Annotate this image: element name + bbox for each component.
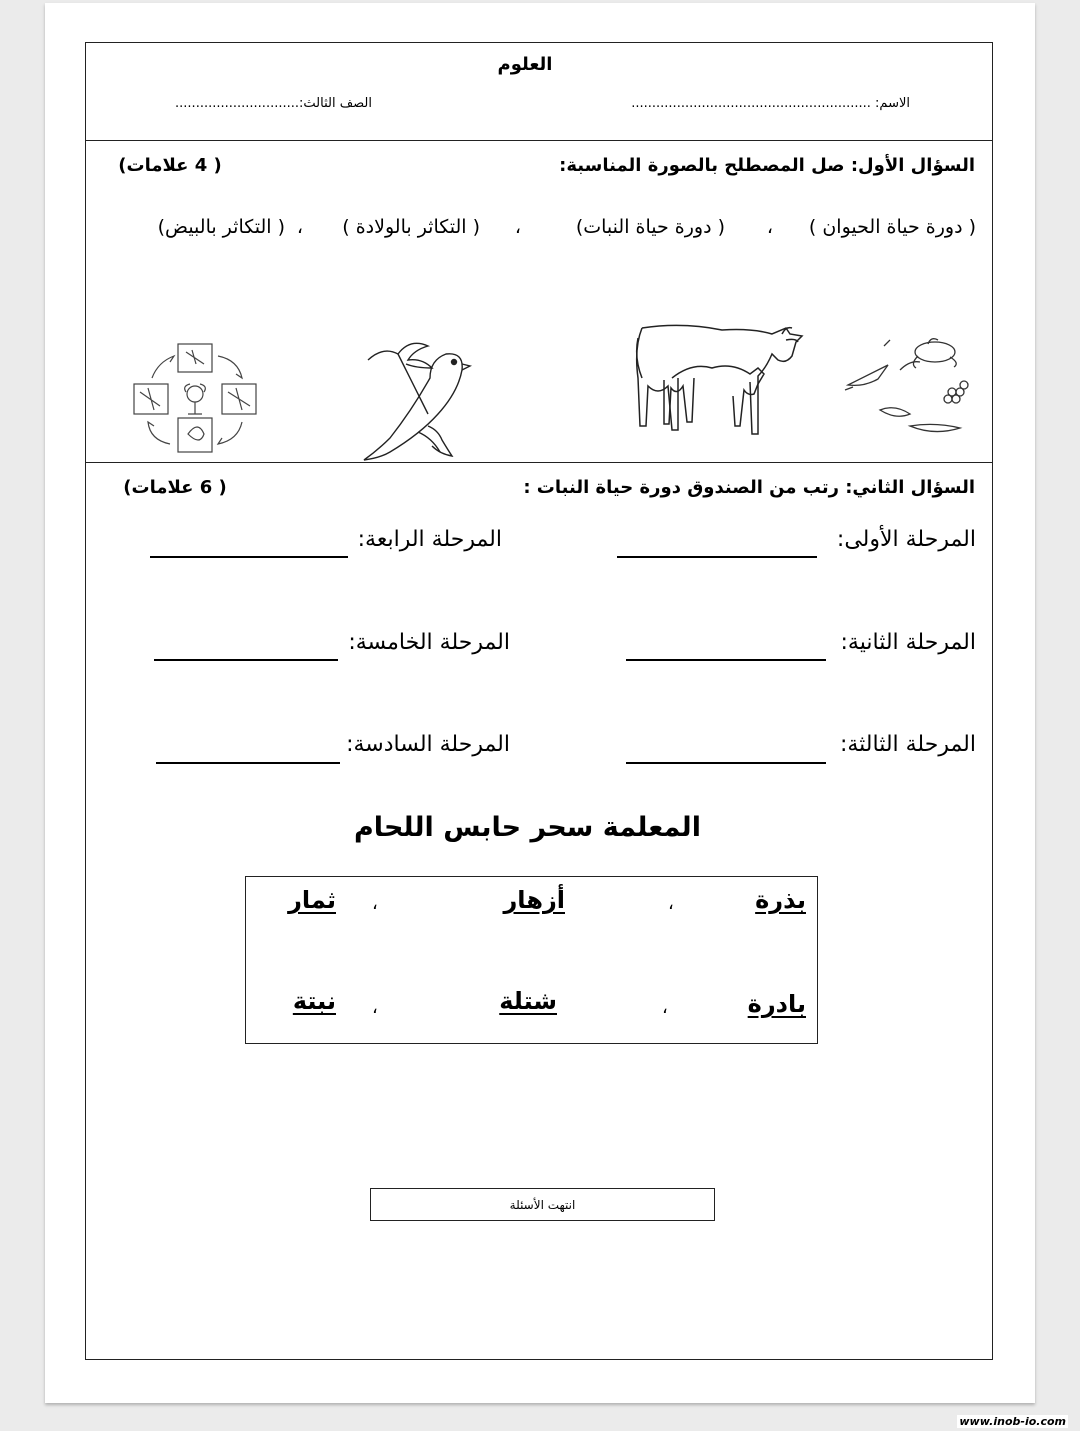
stage-third-blank[interactable] [626,762,826,764]
stage-second-label: المرحلة الثانية: [840,630,976,655]
word-fruits: ثمار [288,886,336,914]
stage-third-label: المرحلة الثالثة: [839,732,976,757]
term-egg-laying: ( التكاثر بالبيض) [157,216,285,238]
question1-marks: ( 4 علامات) [118,155,222,176]
term-animal-life-cycle: ( دورة حياة الحيوان ) [808,216,976,238]
word-flowers: أزهار [503,886,565,914]
cow-and-calf-icon [632,318,810,443]
teacher-name: المعلمة سحر حابس اللحام [354,812,701,843]
word-seedling: شتلة [499,987,557,1015]
question2-marks: ( 6 علامات) [123,477,227,498]
stage-fourth-blank[interactable] [150,556,348,558]
plant-life-cycle-icon [130,342,265,454]
word-separator: ، [372,893,378,914]
word-separator: ، [372,997,378,1018]
header-divider [85,140,993,141]
term-live-birth: ( التكاثر بالولادة ) [342,216,480,238]
stage-second-blank[interactable] [626,659,826,661]
word-separator: ، [668,893,674,914]
question2-title: السؤال الثاني: رتب من الصندوق دورة حياة النبات : [523,477,975,498]
worksheet-border [85,42,993,1360]
stage-first-label: المرحلة الأولى: [836,527,976,552]
stage-fifth-blank[interactable] [154,659,338,661]
word-sprout: بادرة [747,990,806,1018]
word-plant: نبتة [292,987,336,1015]
word-seed: بذرة [755,886,806,914]
stage-sixth-label: المرحلة السادسة: [346,732,510,757]
grade-field-label: الصف الثالث:.............................. [175,96,372,111]
question1-title: السؤال الأول: صل المصطلح بالصورة المناسبة: [559,155,975,176]
question1-divider [85,462,993,463]
name-field-label: الاسم: .......................................................... [631,96,910,111]
stage-fifth-label: المرحلة الخامسة: [348,630,510,655]
end-of-questions-box [370,1188,715,1221]
term-separator: ، [296,216,304,238]
site-watermark: www.inob-io.com [959,1415,1066,1428]
stage-fourth-label: المرحلة الرابعة: [357,527,502,552]
term-separator: ، [514,216,522,238]
end-of-questions-text: انتهت الأسئلة [509,1197,576,1212]
stage-sixth-blank[interactable] [156,762,340,764]
term-plant-life-cycle: ( دورة حياة النبات) [575,216,725,238]
term-separator: ، [766,216,774,238]
stage-first-blank[interactable] [617,556,817,558]
word-separator: ، [662,997,668,1018]
frog-life-cycle-icon [840,330,975,445]
bird-on-branch-icon [358,336,473,461]
subject-title: العلوم [497,54,553,75]
